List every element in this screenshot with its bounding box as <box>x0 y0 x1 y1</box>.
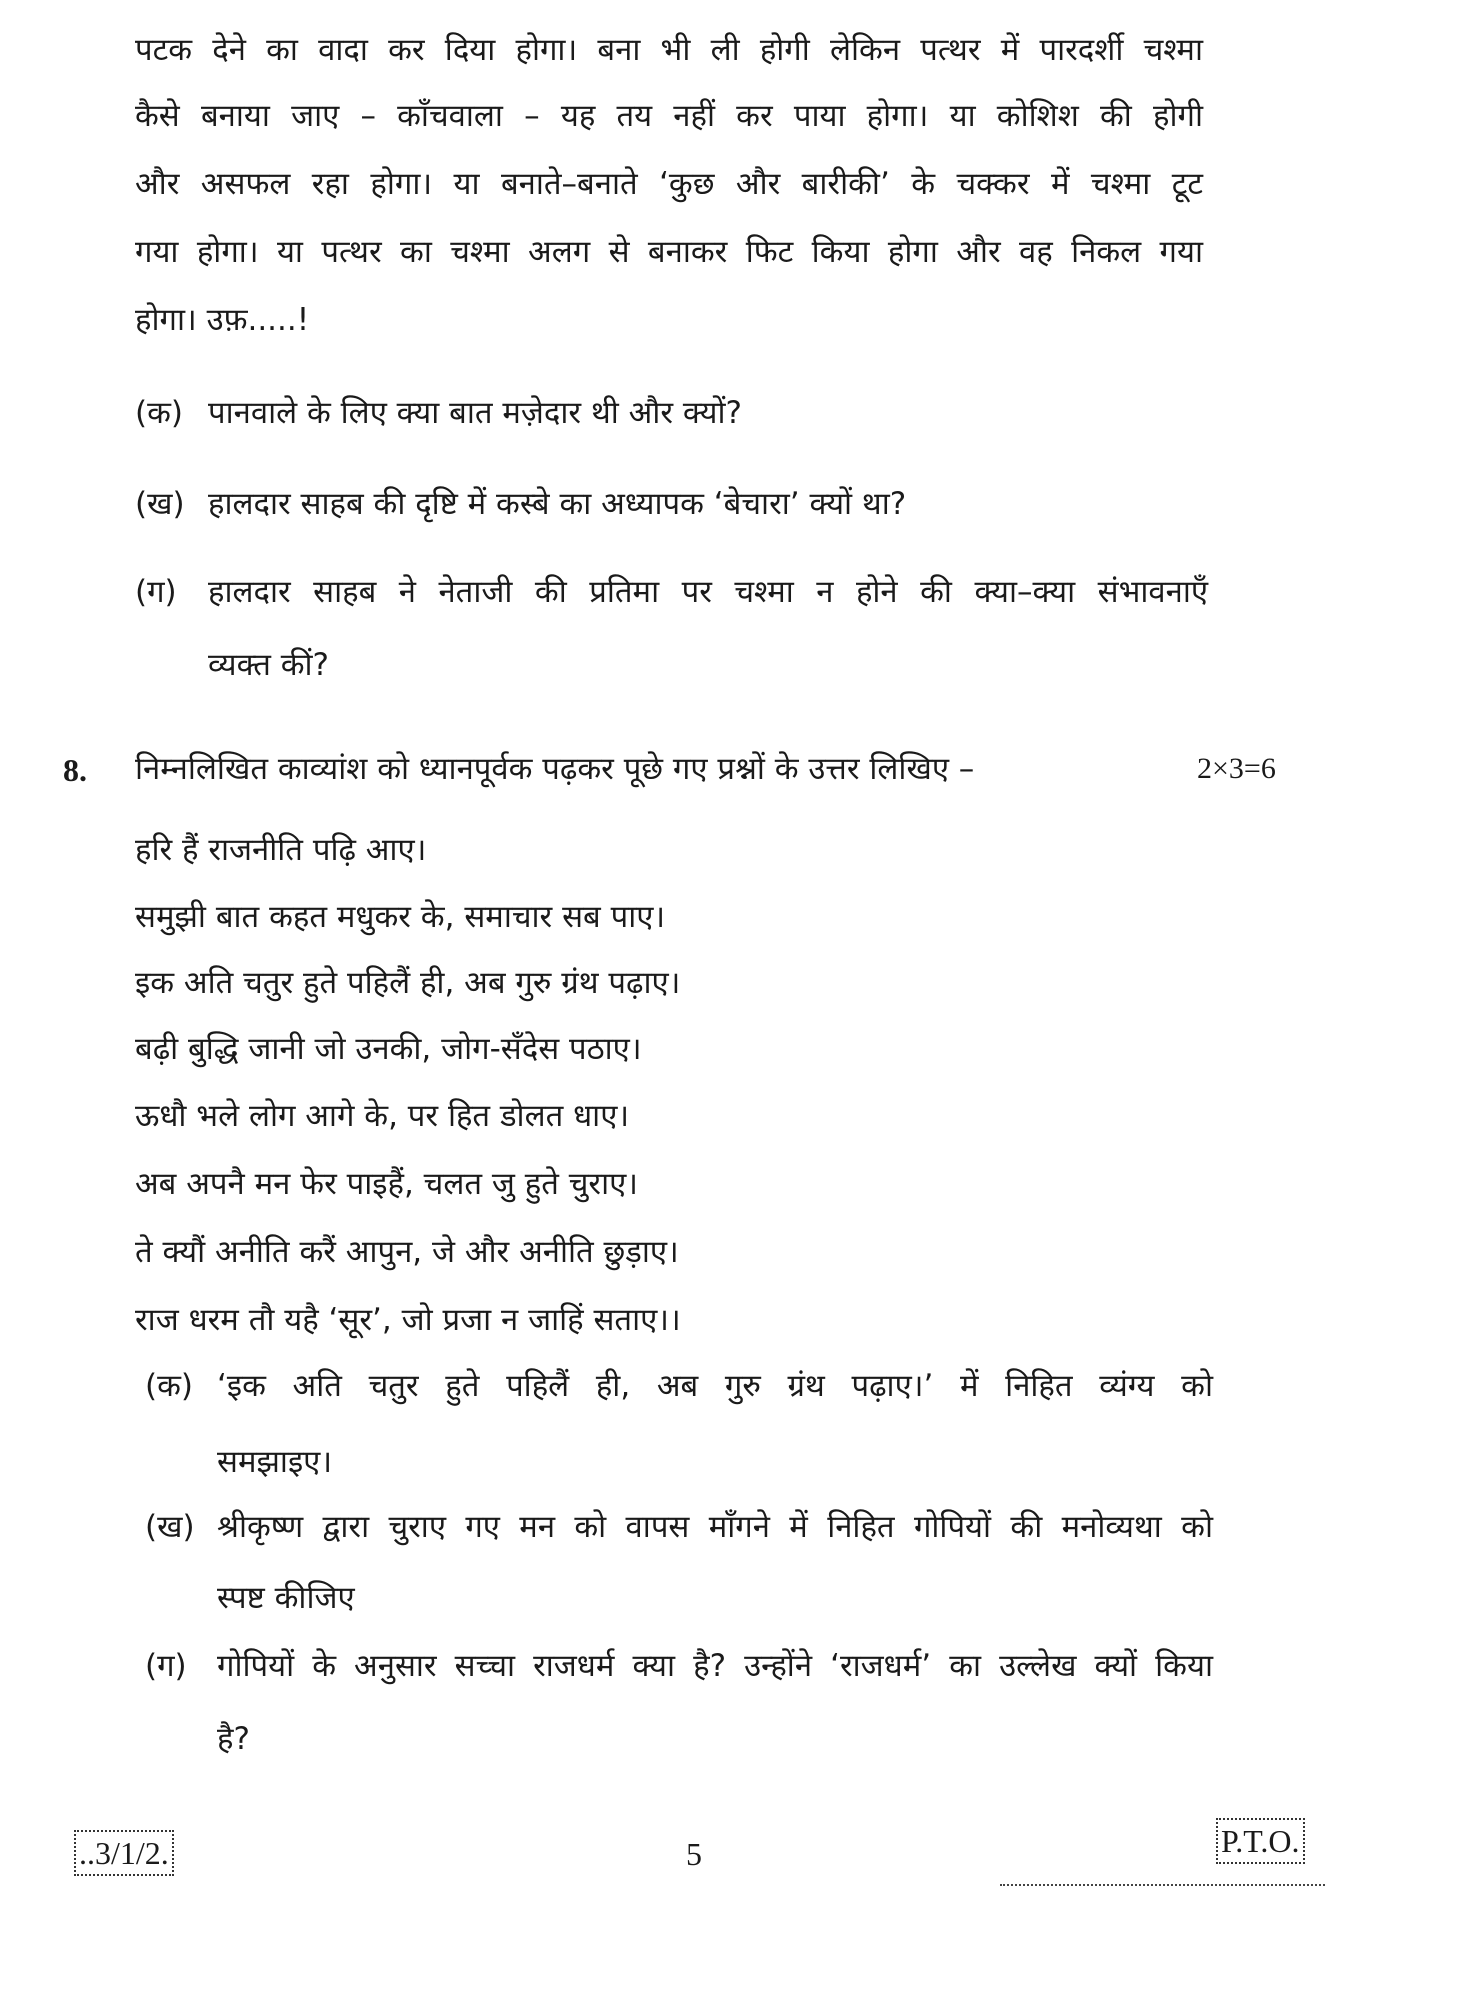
poem-line: राज धरम तौ यहै ‘सूर’, जो प्रजा न जाहिं सताए।। <box>135 1302 681 1338</box>
marks: 2×3=6 <box>1197 752 1276 785</box>
passage-line: पटक देने का वादा कर दिया होगा। बना भी ली होगी लेकिन पत्थर में पारदर्शी चश्मा <box>135 32 1203 68</box>
question-label: (ग) <box>135 574 177 610</box>
question-text: श्रीकृष्ण द्वारा चुराए गए मन को वापस माँगने में निहित गोपियों की मनोव्यथा को <box>217 1509 1213 1545</box>
poem-line: इक अति चतुर हुते पहिलैं ही, अब गुरु ग्रंथ पढ़ाए। <box>135 965 681 1001</box>
question-text: ‘इक अति चतुर हुते पहिलैं ही, अब गुरु ग्रंथ पढ़ाए।’ में निहित व्यंग्य को <box>217 1368 1213 1404</box>
question-text: गोपियों के अनुसार सच्चा राजधर्म क्या है? उन्होंने ‘राजधर्म’ का उल्लेख क्यों किया <box>217 1648 1213 1684</box>
paper-code: ..3/1/2. <box>74 1830 174 1876</box>
question-label: (ख) <box>145 1509 195 1545</box>
poem-line: बढ़ी बुद्धि जानी जो उनकी, जोग-सँदेस पठाए। <box>135 1031 642 1067</box>
passage-line: कैसे बनाया जाए – काँचवाला – यह तय नहीं कर पाया होगा। या कोशिश की होगी <box>135 98 1203 134</box>
question-label: (क) <box>135 395 183 431</box>
question-text: है? <box>217 1721 250 1757</box>
poem-line: ऊधौ भले लोग आगे के, पर हित डोलत धाए। <box>135 1098 630 1134</box>
question-number: 8. <box>63 752 87 788</box>
question-text: पानवाले के लिए क्या बात मज़ेदार थी और क्यों? <box>208 395 742 431</box>
question-text: स्पष्ट कीजिए <box>217 1580 355 1616</box>
question-label: (क) <box>145 1368 193 1404</box>
question-text: व्यक्त कीं? <box>208 647 330 683</box>
question-label: (ग) <box>145 1648 187 1684</box>
divider <box>1000 1884 1325 1886</box>
question-text: हालदार साहब की दृष्टि में कस्बे का अध्यापक ‘बेचारा’ क्यों था? <box>208 486 907 522</box>
passage-line: गया होगा। या पत्थर का चश्मा अलग से बनाकर फिट किया होगा और वह निकल गया <box>135 234 1203 270</box>
poem-line: ते क्यौं अनीति करैं आपुन, जे और अनीति छुड़ाए। <box>135 1234 679 1270</box>
pto-label: P.T.O. <box>1216 1818 1305 1864</box>
passage-line: और असफल रहा होगा। या बनाते–बनाते ‘कुछ और बारीकी’ के चक्कर में चश्मा टूट <box>135 166 1203 202</box>
question-instruction: निम्नलिखित काव्यांश को ध्यानपूर्वक पढ़कर पूछे गए प्रश्नों के उत्तर लिखिए – <box>135 751 975 787</box>
poem-line: हरि हैं राजनीति पढ़ि आए। <box>135 832 427 868</box>
poem-line: अब अपनै मन फेर पाइहैं, चलत जु हुते चुराए। <box>135 1166 638 1202</box>
question-text: समझाइए। <box>217 1444 333 1480</box>
passage-line: होगा। उफ़.....! <box>135 302 310 338</box>
question-label: (ख) <box>135 486 185 522</box>
page-number: 5 <box>686 1836 702 1872</box>
poem-line: समुझी बात कहत मधुकर के, समाचार सब पाए। <box>135 899 666 935</box>
question-text: हालदार साहब ने नेताजी की प्रतिमा पर चश्मा न होने की क्या–क्या संभावनाएँ <box>208 574 1208 610</box>
